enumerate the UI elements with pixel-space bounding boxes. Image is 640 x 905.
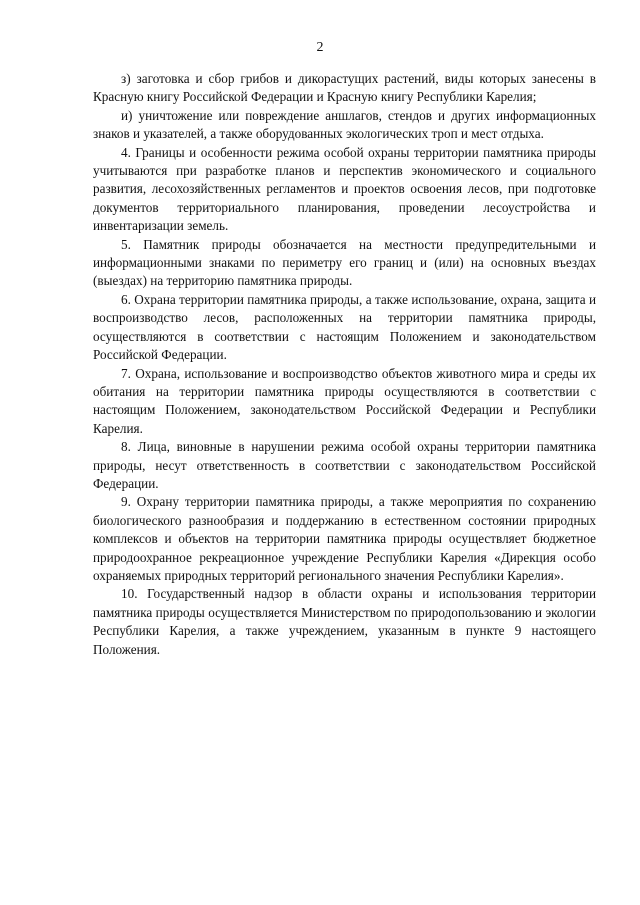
paragraph-9: 9. Охрану территории памятника природы, а также мероприятия по сохранению биологического разнообразия и поддержанию в естественном состоянии природных комплексов и объектов на территории памятника природы осуществляет бюджетное природоохранное рекреационное учреждение Республики Карелия «Дирекция особо охраняемых природных территорий регионального значения Республики Карелия». [93, 494, 596, 583]
paragraph-4: 4. Границы и особенности режима особой охраны территории памятника природы учитываются при разработке планов и перспектив экономического и социального развития, лесохозяйственных регламентов и проектов освоения лесов, при подготовке документов территориального планирования, проведении лесоустройства и инвентаризации земель. [93, 144, 596, 234]
paragraph-5: 5. Памятник природы обозначается на местности предупредительными и информационными знаками по периметру его границ и (или) на основных въездах (выездах) на территорию памятника природы. [93, 236, 596, 289]
paragraph-10: 10. Государственный надзор в области охраны и использования территории памятника природы осуществляется Министерством по природопользованию и экологии Республики Карелия, а также учреждением, указанным в пункте 9 настоящего Положения. [93, 586, 596, 657]
paragraph-7: 7. Охрана, использование и воспроизводство объектов животного мира и среды их обитания на территории памятника природы осуществляются в соответствии с настоящим Положением, законодательством Российской Федерации и Республики Карелия. [93, 365, 596, 436]
paragraph-i: и) уничтожение или повреждение аншлагов, стендов и других информационных знаков и указателей, а также оборудованных экологических троп и мест отдыха. [93, 107, 596, 142]
page-number: 2 [316, 40, 324, 55]
paragraph-8: 8. Лица, виновные в нарушении режима особой охраны территории памятника природы, несут ответственность в соответствии с законодательством Российской Федерации. [93, 439, 596, 491]
paragraph-6: 6. Охрана территории памятника природы, а также использование, охрана, защита и воспроизводство лесов, расположенных на территории памятника природы, осуществляются в соответствии с настоящим Положением и законодательством Российской Федерации. [93, 291, 596, 363]
paragraph-z: з) заготовка и сбор грибов и дикорастущих растений, виды которых занесены в Красную книгу Российской Федерации и Красную книгу Республики Карелия; [93, 71, 596, 105]
document-body [93, 70, 596, 659]
